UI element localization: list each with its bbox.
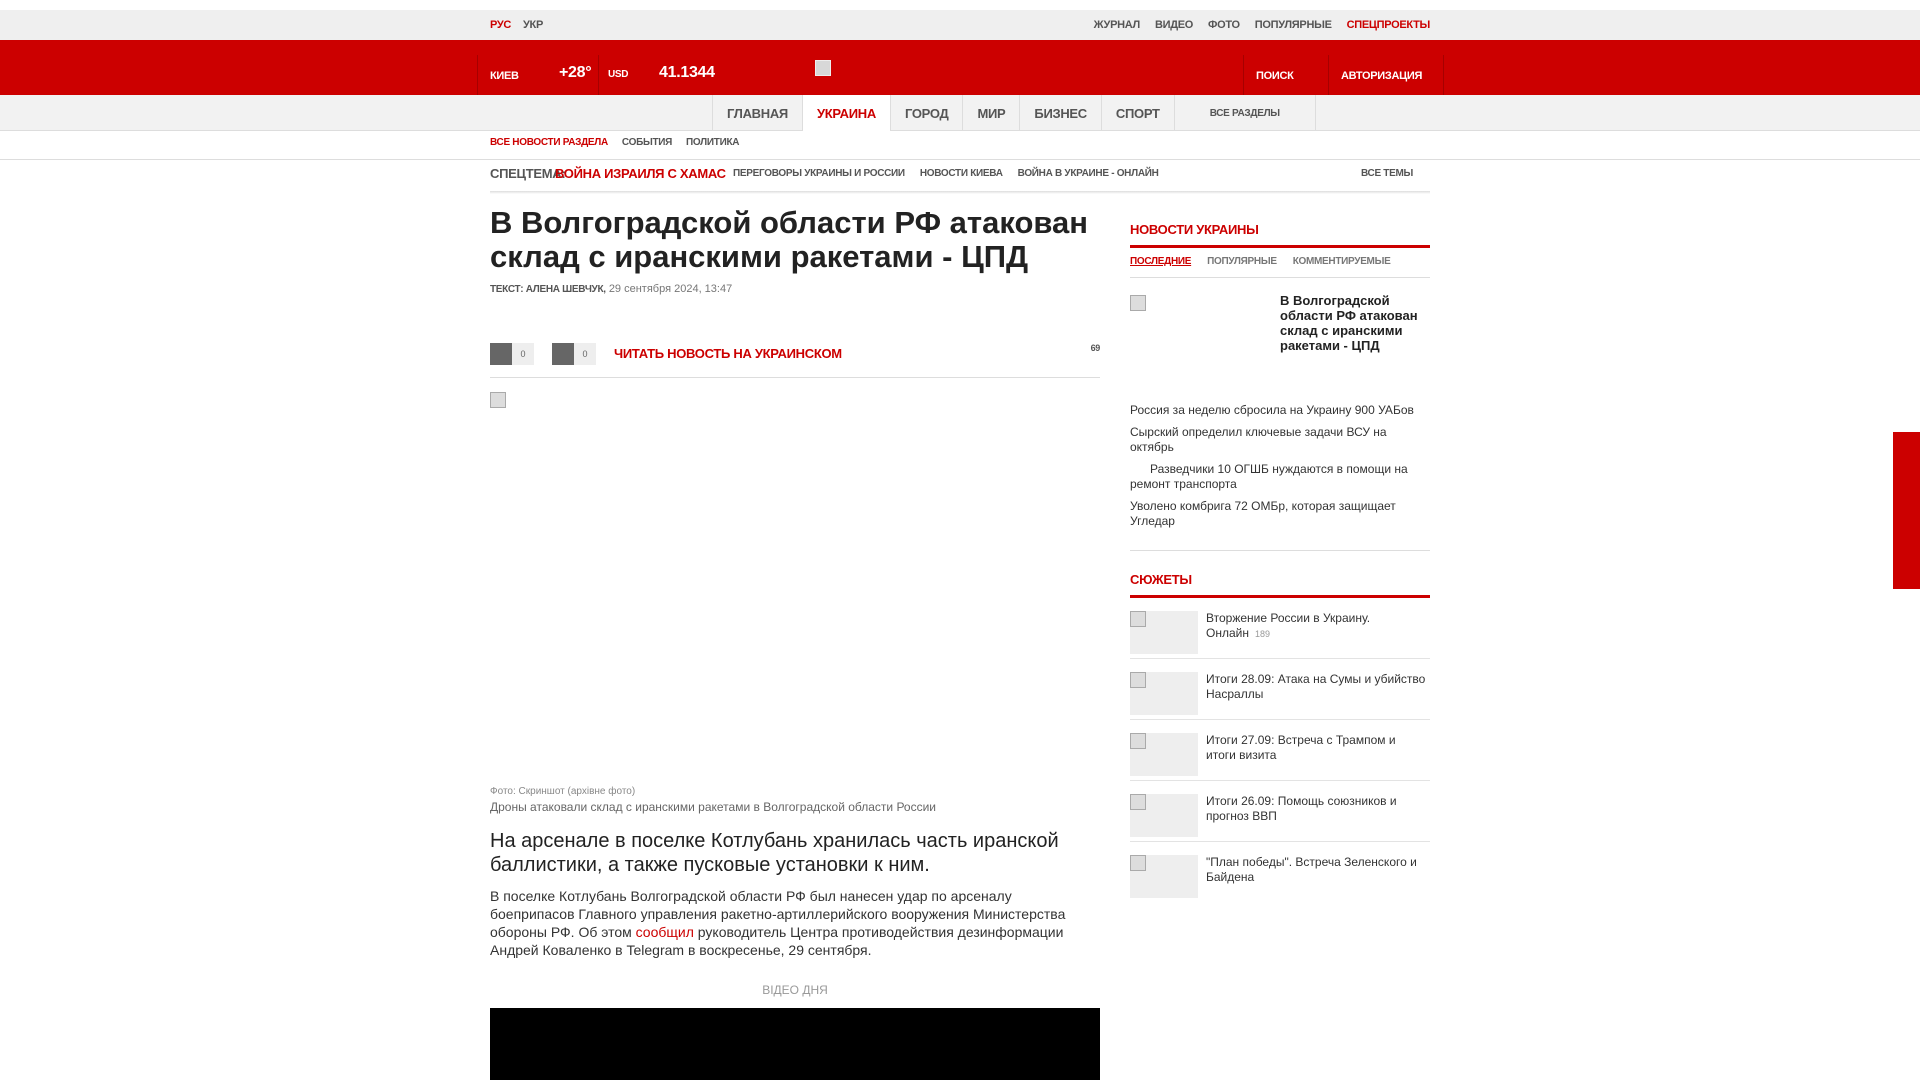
all-topics-link[interactable]: ВСЕ ТЕМЫ <box>1361 168 1414 179</box>
story-thumbnail <box>1130 794 1198 837</box>
special-topic-main-link[interactable]: ВОЙНА ИЗРАИЛЯ С ХАМАС <box>555 166 726 181</box>
subnav-all-news[interactable]: ВСЕ НОВОСТИ РАЗДЕЛА <box>490 137 608 148</box>
article-body <box>490 887 1100 959</box>
topic-link-kyiv-news[interactable]: НОВОСТИ КИЕВА <box>919 168 1003 179</box>
subnav-events[interactable]: СОБЫТИЯ <box>621 137 673 148</box>
top-nav-special[interactable]: СПЕЦПРОЕКТЫ <box>1346 19 1430 31</box>
special-topics-bar <box>490 166 1430 192</box>
article <box>490 205 1100 997</box>
stories-block-title[interactable]: СЮЖЕТЫ <box>1130 572 1192 587</box>
article-lead: На арсенале в поселке Котлубань хранилась часть иранской баллистики, а также пусковые установки к ним. <box>490 830 1059 876</box>
story-title: Вторжение России в Украину. Онлайн <box>1206 611 1371 640</box>
source-link[interactable]: сообщил <box>635 924 694 940</box>
story-item[interactable] <box>1130 842 1430 903</box>
news-block-title[interactable]: НОВОСТИ УКРАИНЫ <box>1130 222 1259 237</box>
tab-commented[interactable]: КОММЕНТИРУЕМЫЕ <box>1292 256 1391 267</box>
article-author[interactable]: ТЕКСТ: АЛЕНА ШЕВЧУК, <box>490 284 606 295</box>
auth-button[interactable]: АВТОРИЗАЦИЯ <box>1341 70 1423 82</box>
story-title: Итоги 27.09: Встреча с Трампом и итоги визита <box>1206 733 1396 762</box>
share-telegram[interactable] <box>552 343 596 365</box>
news-item[interactable]: Россия за неделю сбросила на Украину 900 УАБов <box>1130 403 1414 417</box>
feedback-side-tab[interactable] <box>1893 432 1920 589</box>
facebook-icon <box>490 343 512 365</box>
nav-business[interactable]: БИЗНЕС <box>1019 95 1100 131</box>
story-item[interactable] <box>1130 659 1430 720</box>
broken-image-icon <box>1130 611 1146 627</box>
views-count: 69 <box>1090 343 1100 353</box>
nav-sport[interactable]: СПОРТ <box>1101 95 1174 131</box>
article-meta <box>490 283 1100 295</box>
topic-link-negotiations[interactable]: ПЕРЕГОВОРЫ УКРАИНЫ И РОССИИ <box>733 168 905 179</box>
nav-ukraine[interactable]: УКРАИНА <box>802 95 890 131</box>
top-nav-video[interactable]: ВИДЕО <box>1154 19 1194 31</box>
broken-image-icon <box>1130 672 1146 688</box>
story-thumbnail <box>1130 672 1198 715</box>
currency-rate: 41.1344 <box>659 64 715 81</box>
article-photo[interactable] <box>490 392 1100 786</box>
sidebar <box>1130 222 1430 903</box>
broken-image-icon <box>1130 794 1146 810</box>
weather-temp: +28° <box>559 64 592 81</box>
divider <box>490 377 1100 378</box>
body-text: руководитель Центра противодействия дезинформации Андрей Коваленко в Telegram в воскресенье, 29 сентября. <box>490 924 1064 958</box>
news-tabs <box>1130 256 1430 267</box>
news-list <box>1130 403 1430 529</box>
top-news-title: В Волгоградской области РФ атакован склад с иранскими ракетами - ЦПД <box>1280 293 1418 353</box>
top-nav-popular[interactable]: ПОПУЛЯРНЫЕ <box>1254 19 1332 31</box>
nav-home[interactable]: ГЛАВНАЯ <box>712 95 802 131</box>
tab-latest[interactable]: ПОСЛЕДНИЕ <box>1130 256 1192 267</box>
video-player[interactable] <box>490 1008 1100 1080</box>
top-news-item[interactable] <box>1130 278 1430 403</box>
section-subnav <box>490 137 739 148</box>
main-nav <box>0 95 1920 131</box>
currency-code[interactable]: USD <box>608 69 629 80</box>
video-of-day-label: ВІДЕО ДНЯ <box>762 983 828 997</box>
divider <box>1328 55 1329 95</box>
site-logo[interactable] <box>815 60 831 76</box>
nav-world[interactable]: МИР <box>962 95 1019 131</box>
body-text: В поселке Котлубань Волгоградской области РФ был нанесен удар по арсеналу боеприпасов Главного управления ракетно-артиллерийского вооружения Министерства обороны РФ. Об этом <box>490 888 1066 940</box>
nav-all-sections[interactable]: ВСЕ РАЗДЕЛЫ <box>1174 95 1316 131</box>
weather-city[interactable]: КИЕВ <box>490 70 519 82</box>
article-title: В Волгоградской области РФ атакован склад с иранскими ракетами - ЦПД <box>490 205 1088 274</box>
story-thumbnail <box>1130 855 1198 898</box>
top-nav-journal[interactable]: ЖУРНАЛ <box>1093 19 1140 31</box>
telegram-icon <box>552 343 574 365</box>
read-in-ukrainian-link[interactable]: ЧИТАТЬ НОВОСТЬ НА УКРАИНСКОМ <box>614 346 842 361</box>
subnav-politics[interactable]: ПОЛИТИКА <box>686 137 740 148</box>
top-nav <box>1094 19 1430 31</box>
divider <box>1130 245 1430 248</box>
divider <box>0 159 1920 160</box>
story-title: Итоги 26.09: Помощь союзников и прогноз ВВП <box>1206 794 1397 823</box>
share-count: 0 <box>512 343 534 365</box>
divider <box>1443 55 1444 95</box>
divider <box>1243 55 1244 95</box>
broken-image-icon <box>1130 733 1146 749</box>
special-topic-label: СПЕЦТЕМА: <box>490 166 566 181</box>
news-item[interactable]: Уволено комбрига 72 ОМБр, которая защищает Угледар <box>1130 499 1396 528</box>
news-item[interactable]: Разведчики 10 ОГШБ нуждаются в помощи на ремонт транспорта <box>1130 462 1408 491</box>
article-toolbar <box>490 343 1100 367</box>
lang-ru-link[interactable]: РУС <box>490 19 512 31</box>
story-title: Итоги 28.09: Атака на Сумы и убийство Насраллы <box>1206 672 1426 701</box>
broken-image-icon <box>1130 295 1146 311</box>
story-item[interactable] <box>1130 598 1430 659</box>
nav-city[interactable]: ГОРОД <box>890 95 963 131</box>
story-title: "План победы". Встреча Зеленского и Байдена <box>1206 855 1417 884</box>
header-bar <box>0 40 1920 95</box>
broken-image-icon <box>490 392 506 408</box>
divider <box>598 55 599 95</box>
share-facebook[interactable] <box>490 343 534 365</box>
photo-caption: Дроны атаковали склад с иранскими ракетами в Волгоградской области России <box>490 800 937 814</box>
news-item[interactable]: Сырский определил ключевые задачи ВСУ на октябрь <box>1130 425 1387 454</box>
divider <box>477 55 478 95</box>
divider <box>1130 550 1430 551</box>
story-item[interactable] <box>1130 720 1430 781</box>
story-count: 189 <box>1254 629 1270 639</box>
story-thumbnail <box>1130 611 1198 654</box>
top-nav-photo[interactable]: ФОТО <box>1208 19 1240 31</box>
divider <box>490 191 1430 194</box>
broken-image-icon <box>1130 855 1146 871</box>
tab-popular[interactable]: ПОПУЛЯРНЫЕ <box>1207 256 1277 267</box>
article-date: 29 сентября 2024, 13:47 <box>608 283 733 295</box>
top-bar <box>0 10 1920 40</box>
search-button[interactable]: ПОИСК <box>1256 70 1294 82</box>
story-item[interactable] <box>1130 781 1430 842</box>
topic-link-war-online[interactable]: ВОЙНА В УКРАИНЕ - ОНЛАЙН <box>1017 168 1159 179</box>
share-count: 0 <box>574 343 596 365</box>
photo-credit: Фото: Скриншот (архівне фото) <box>490 786 636 797</box>
story-thumbnail <box>1130 733 1198 776</box>
lang-ua-link[interactable]: УКР <box>523 19 543 31</box>
